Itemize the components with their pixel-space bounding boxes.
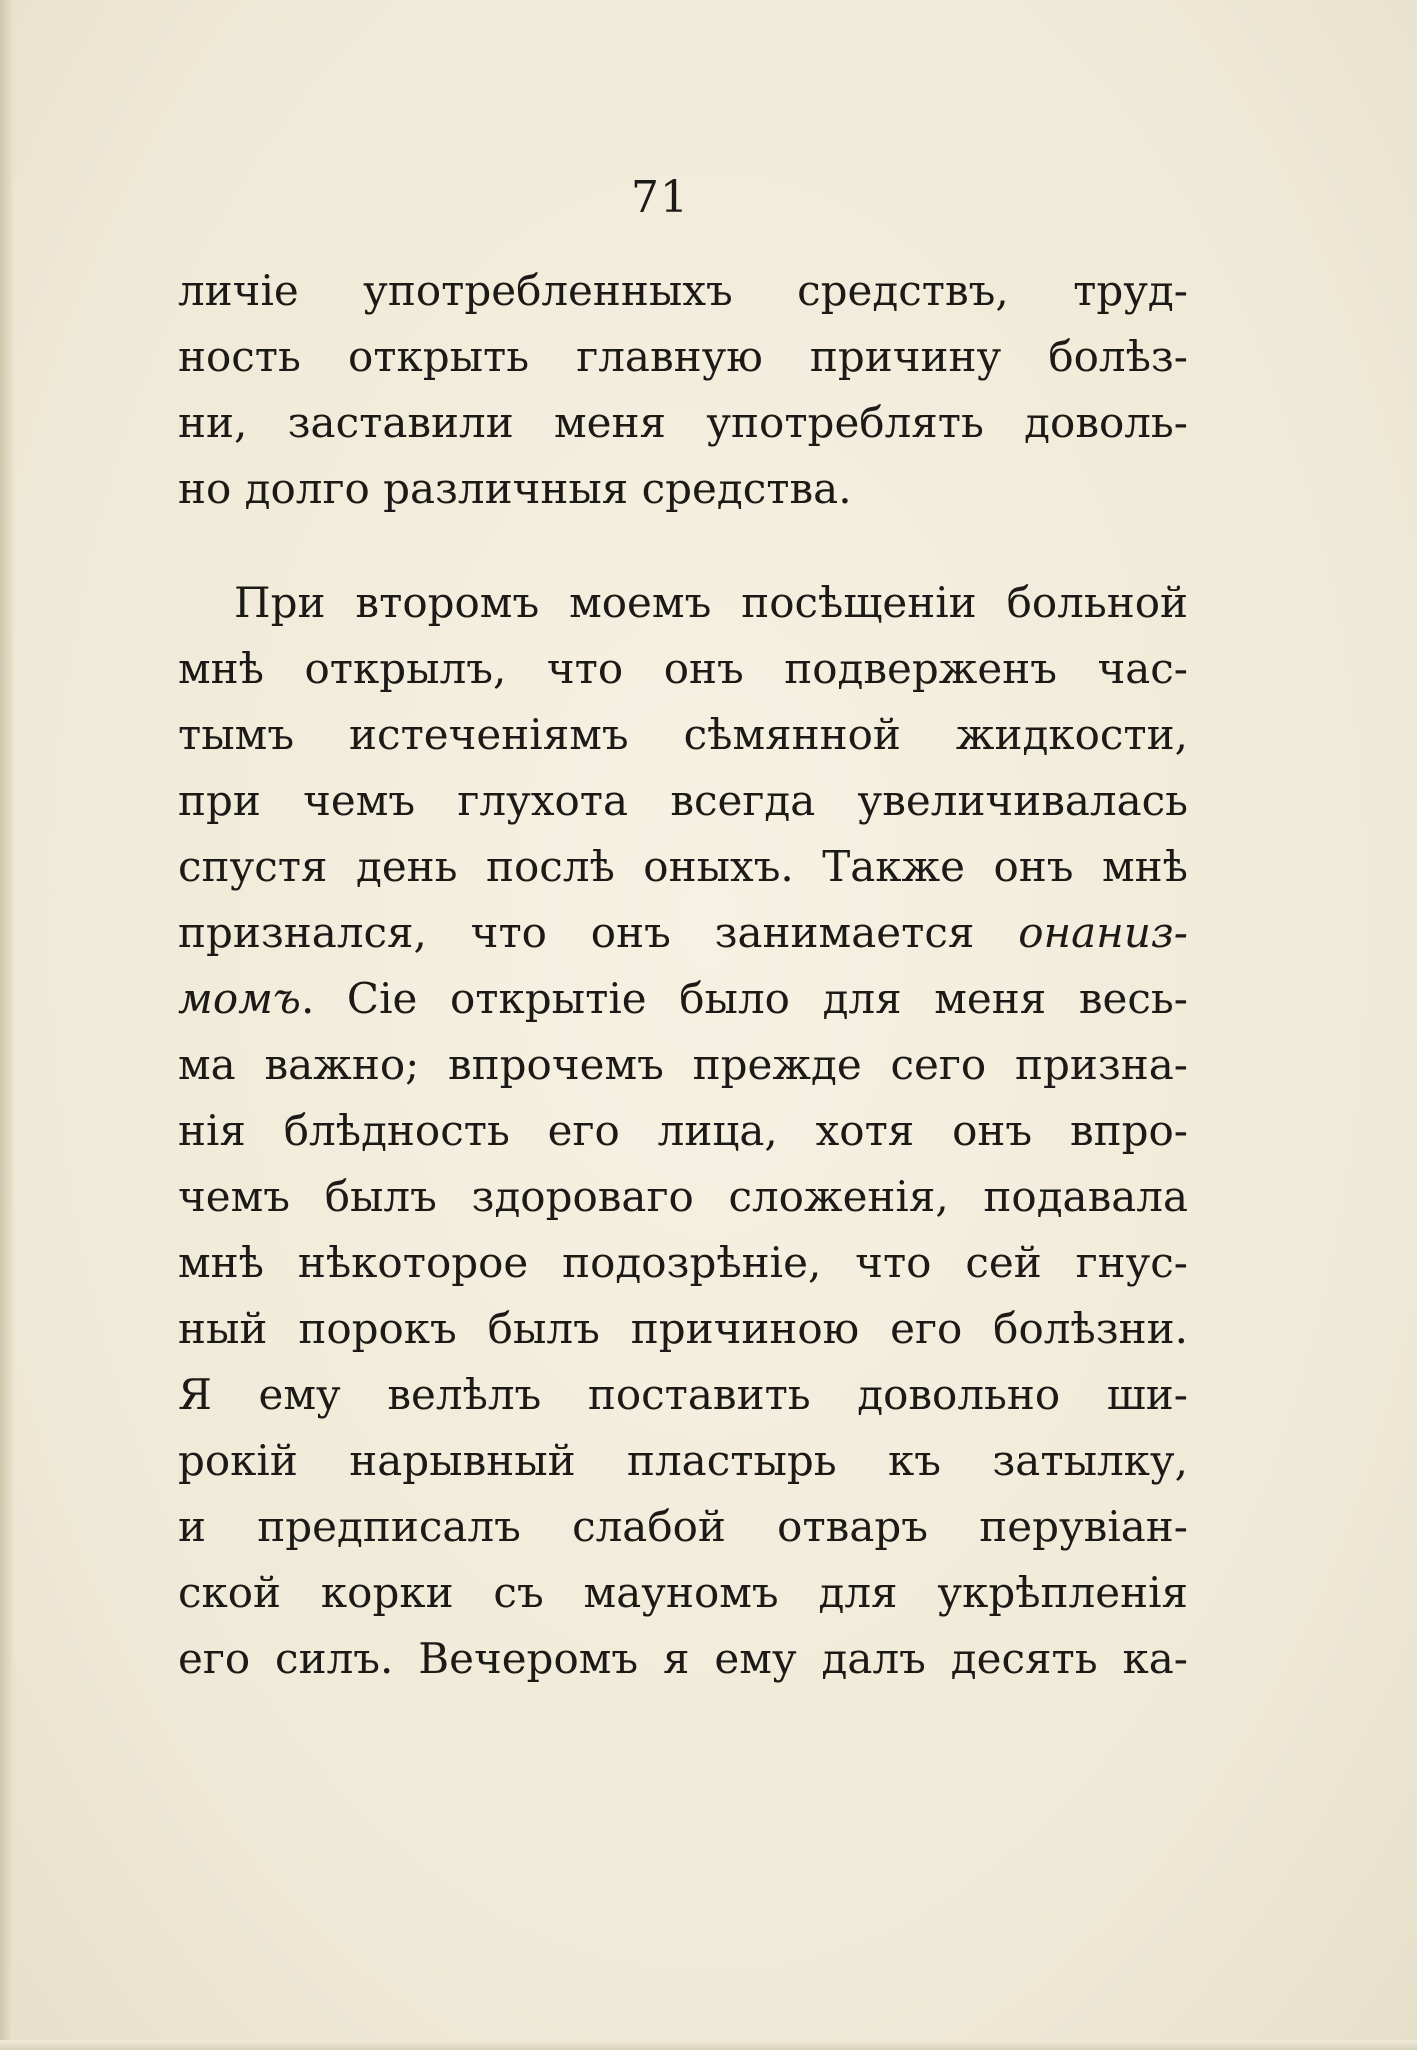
- text-line: ный порокъ былъ причиною его болѣзни.: [178, 1304, 1188, 1353]
- text-line: ность открыть главную причину болѣз-: [178, 332, 1188, 381]
- text-line: ской корки съ мауномъ для укрѣпленія: [178, 1568, 1188, 1617]
- text-line: мнѣ открылъ, что онъ подверженъ час-: [178, 644, 1188, 693]
- text-line: Я ему велѣлъ поставить довольно ши-: [178, 1370, 1188, 1419]
- text-line-with-italic: [178, 970, 1188, 1028]
- text-line: спустя день послѣ оныхъ. Также онъ мнѣ: [178, 842, 1188, 891]
- text-line: при чемъ глухота всегда увеличивалась: [178, 776, 1188, 825]
- text-line: но долго различныя средства.: [178, 464, 852, 513]
- italic-word: онаниз-: [1018, 908, 1188, 957]
- text-line-before: признался, что онъ занимается: [178, 908, 1019, 957]
- text-line: ма важно; впрочемъ прежде сего призна-: [178, 1040, 1188, 1089]
- text-line: рокій нарывный пластырь къ затылку,: [178, 1436, 1188, 1485]
- text-line: чемъ былъ здороваго сложенія, подавала: [178, 1172, 1188, 1221]
- text-line: тымъ истеченіямъ сѣмянной жидкости,: [178, 710, 1188, 759]
- text-line: мнѣ нѣкоторое подозрѣніе, что сей гнус-: [178, 1238, 1188, 1287]
- text-line: и предписалъ слабой отваръ перувіан-: [178, 1502, 1188, 1551]
- text-line: его силъ. Вечеромъ я ему далъ десять ка-: [178, 1634, 1188, 1683]
- text-line: При второмъ моемъ посѣщеніи больной: [234, 578, 1188, 627]
- text-line: нія блѣдность его лица, хотя онъ впро-: [178, 1106, 1188, 1155]
- page-bottom-edge: [0, 2040, 1417, 2050]
- page-left-edge: [0, 0, 14, 2050]
- page-number: 71: [631, 172, 689, 223]
- text-line: личіе употребленныхъ средствъ, труд-: [178, 266, 1188, 315]
- text-line-after: . Сіе открытіе было для меня весь-: [300, 974, 1188, 1023]
- text-line-with-italic: [178, 904, 1188, 962]
- italic-word: момъ: [178, 974, 301, 1023]
- text-line: ни, заставили меня употреблять доволь-: [178, 398, 1188, 447]
